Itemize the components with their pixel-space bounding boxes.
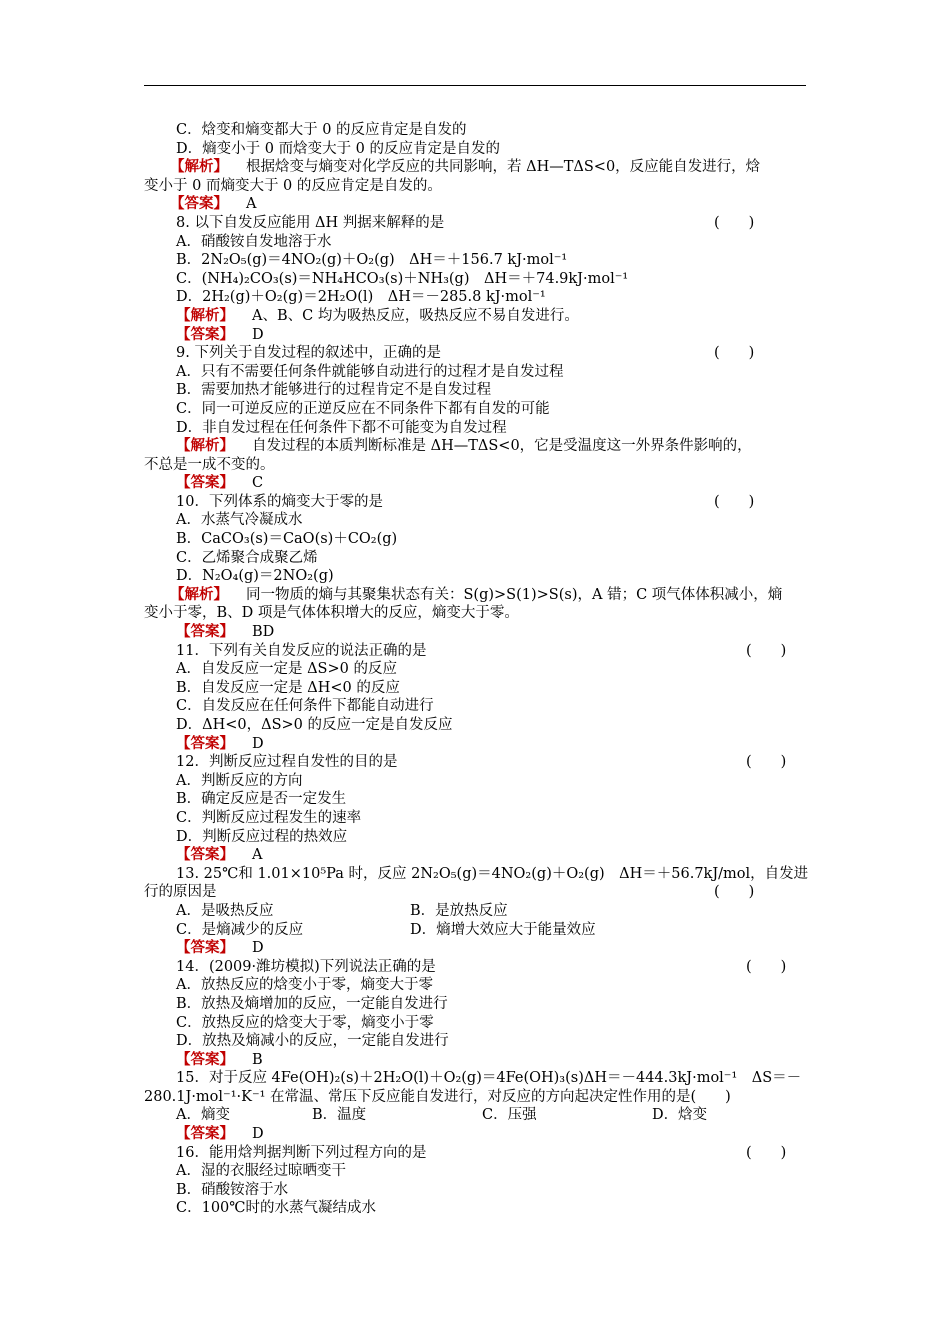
- option-line: A．自发反应一定是 ΔS>0 的反应: [176, 661, 397, 678]
- analysis-tag: 【解析】: [176, 437, 234, 455]
- analysis-text: 自发过程的本质判断标准是 ΔH—TΔS<0，它是受温度这一外界条件影响的，: [252, 438, 752, 455]
- option-line: B．确定反应是否一定发生: [176, 791, 347, 808]
- answer-tag: 【答案】: [170, 195, 228, 213]
- question-stem: 280.1J·mol⁻¹·K⁻¹ 在常温、常压下反应能自发进行，对反应的方向起决定性作用的是( ): [144, 1088, 731, 1105]
- question-line: [144, 493, 808, 512]
- analysis-text: 根据焓变与熵变对化学反应的共同影响，若 ΔH—TΔS<0，反应能自发进行，焓: [246, 159, 761, 176]
- text-line: [144, 530, 808, 549]
- option-line: A．放热反应的焓变小于零，熵变大于零: [176, 977, 433, 994]
- option-line: A．湿的衣服经过晾晒变干: [176, 1163, 346, 1180]
- option-line: C．(NH₄)₂CO₃(s)＝NH₄HCO₃(s)＋NH₃(g) ΔH＝＋74.9kJ·mol⁻¹: [176, 270, 629, 287]
- question-line: [144, 344, 808, 363]
- text-line: [144, 251, 808, 270]
- text-line: [144, 679, 808, 698]
- analysis-tag: 【解析】: [170, 585, 228, 603]
- question-stem: 14．(2009·潍坊模拟)下列说法正确的是: [176, 958, 436, 975]
- option-line: D．ΔH<0，ΔS>0 的反应一定是自发反应: [176, 717, 453, 733]
- text-line: [144, 456, 808, 475]
- text-line: [144, 511, 808, 530]
- analysis-line: [144, 437, 808, 456]
- option-line: B．硝酸铵溶于水: [176, 1181, 289, 1198]
- analysis-tag: 【解析】: [176, 306, 234, 324]
- answer-paren: ( ): [714, 884, 755, 901]
- option-line: B．CaCO₃(s)＝CaO(s)＋CO₂(g): [176, 531, 398, 548]
- text-line: [144, 121, 808, 140]
- answer-tag: 【答案】: [176, 734, 234, 752]
- text-line: [144, 419, 808, 438]
- text-line: [144, 288, 808, 307]
- question-line: [144, 1144, 808, 1163]
- question-line: [144, 214, 808, 233]
- answer-value: BD: [252, 624, 275, 641]
- answer-line: [144, 623, 808, 642]
- answer-paren: ( ): [714, 493, 755, 510]
- option-line: A．是吸热反应: [176, 902, 274, 919]
- analysis-tag: 【解析】: [170, 158, 228, 176]
- option-line: C．是熵减少的反应: [176, 921, 304, 938]
- answer-tag: 【答案】: [176, 325, 234, 343]
- analysis-line: [144, 158, 808, 177]
- question-line: [144, 642, 808, 661]
- option-line: D．2H₂(g)＋O₂(g)＝2H₂O(l) ΔH＝－285.8 kJ·mol⁻¹: [176, 289, 546, 306]
- answer-value: C: [252, 475, 264, 492]
- option-line: B．需要加热才能够进行的过程肯定不是自发过程: [176, 382, 492, 399]
- answer-paren: ( ): [714, 345, 755, 362]
- text-line: [144, 567, 808, 586]
- question-line: [144, 753, 808, 772]
- text-line: [144, 1014, 808, 1033]
- text-line: [144, 140, 808, 159]
- answer-tag: 【答案】: [176, 1050, 234, 1068]
- answer-tag: 【答案】: [176, 846, 234, 864]
- analysis-text: 不总是一成不变的。: [144, 456, 275, 473]
- option-line: B．自发反应一定是 ΔH<0 的反应: [176, 679, 400, 696]
- answer-value: D: [252, 1126, 264, 1143]
- answer-line: [144, 1125, 808, 1144]
- text-line: [144, 995, 808, 1014]
- answer-tag: 【答案】: [176, 939, 234, 957]
- text-line: [144, 660, 808, 679]
- question-stem: 15．对于反应 4Fe(OH)₂(s)＋2H₂O(l)＋O₂(g)＝4Fe(OH)₃(s)ΔH＝－444.3kJ·mol⁻¹ ΔS＝－: [176, 1070, 802, 1087]
- text-line: [144, 381, 808, 400]
- option-line: B．2N₂O₅(g)＝4NO₂(g)＋O₂(g) ΔH＝＋156.7 kJ·mol⁻¹: [176, 252, 568, 269]
- text-line: [144, 1162, 808, 1181]
- answer-value: D: [252, 735, 264, 752]
- question-stem: 16．能用焓判据判断下列过程方向的是: [176, 1144, 427, 1161]
- option-line: A．熵变: [176, 1107, 230, 1124]
- answer-paren: ( ): [746, 958, 787, 975]
- option-line: C．同一可逆反应的正逆反应在不同条件下都有自发的可能: [176, 400, 550, 417]
- answer-value: D: [252, 940, 264, 957]
- analysis-line: [144, 586, 808, 605]
- question-line: [144, 865, 808, 884]
- text-line: [144, 809, 808, 828]
- text-line: [144, 883, 808, 902]
- option-line: D．判断反应过程的热效应: [176, 828, 348, 845]
- analysis-text: 同一物质的熵与其聚集状态有关：S(g)>S(1)>S(s)，A 错；C 项气体体积减小，熵: [246, 586, 783, 603]
- document-body: [144, 121, 808, 1218]
- text-line: [144, 363, 808, 382]
- answer-value: A: [252, 847, 263, 864]
- answer-line: [144, 846, 808, 865]
- option-line: A．水蒸气冷凝成水: [176, 512, 303, 529]
- option-line: C．乙烯聚合成聚乙烯: [176, 549, 318, 566]
- answer-value: B: [252, 1051, 263, 1068]
- analysis-text: 变小于 0 而熵变大于 0 的反应肯定是自发的。: [144, 177, 442, 194]
- text-line: [144, 1199, 808, 1218]
- answer-value: A: [246, 196, 257, 213]
- question-line: [144, 1069, 808, 1088]
- answer-tag: 【答案】: [176, 1125, 234, 1143]
- option-line: C．自发反应在任何条件下都能自动进行: [176, 698, 434, 715]
- text-line: [144, 1181, 808, 1200]
- option-line: C．判断反应过程发生的速率: [176, 809, 362, 826]
- answer-paren: ( ): [746, 642, 787, 659]
- answer-paren: ( ): [714, 214, 755, 231]
- question-stem: 8. 以下自发反应能用 ΔH 判据来解释的是: [176, 214, 445, 231]
- text-line: [144, 828, 808, 847]
- answer-paren: ( ): [746, 1144, 787, 1161]
- option-line: B．放热及熵增加的反应，一定能自发进行: [176, 995, 448, 1012]
- answer-line: [144, 939, 808, 958]
- text-line: [144, 233, 808, 252]
- question-stem: 12．判断反应过程自发性的目的是: [176, 754, 398, 771]
- answer-line: [144, 474, 808, 493]
- option-d-q7: D．熵变小于 0 而焓变大于 0 的反应肯定是自发的: [176, 140, 501, 157]
- answer-line: [144, 326, 808, 345]
- question-stem: 13. 25℃和 1.01×10⁵Pa 时，反应 2N₂O₅(g)＝4NO₂(g)＋O₂(g) ΔH＝＋56.7kJ/mol，自发进: [176, 865, 809, 882]
- text-line: [144, 902, 808, 921]
- question-stem: 11．下列有关自发反应的说法正确的是: [176, 642, 427, 659]
- option-line: D．非自发过程在任何条件下都不可能变为自发过程: [176, 419, 507, 436]
- option-line: C．100℃时的水蒸气凝结成水: [176, 1200, 376, 1217]
- text-line: [144, 177, 808, 196]
- question-stem: 10．下列体系的熵变大于零的是: [176, 493, 383, 510]
- answer-paren: ( ): [746, 754, 787, 771]
- answer-line: [144, 195, 808, 214]
- answer-line: [144, 1051, 808, 1070]
- option-line: D．N₂O₄(g)＝2NO₂(g): [176, 568, 334, 585]
- option-line: B．温度: [312, 1107, 367, 1124]
- option-line: B．是放热反应: [410, 902, 508, 919]
- option-line: C．放热反应的焓变大于零，熵变小于零: [176, 1014, 434, 1031]
- text-line: [144, 716, 808, 735]
- text-line: [144, 790, 808, 809]
- analysis-line: [144, 307, 808, 326]
- text-line: [144, 549, 808, 568]
- question-line: [144, 958, 808, 977]
- text-line: [144, 604, 808, 623]
- answer-tag: 【答案】: [176, 623, 234, 641]
- answer-tag: 【答案】: [176, 474, 234, 492]
- analysis-text: 变小于零，B、D 项是气体体积增大的反应，熵变大于零。: [144, 605, 519, 622]
- text-line: [144, 270, 808, 289]
- text-line: [144, 772, 808, 791]
- text-line: [144, 976, 808, 995]
- option-line: C．压强: [482, 1107, 537, 1124]
- option-line: D．焓变: [652, 1107, 708, 1124]
- text-line: [144, 697, 808, 716]
- header-rule: [144, 85, 806, 86]
- question-stem: 9. 下列关于自发过程的叙述中，正确的是: [176, 345, 441, 362]
- option-line: D．放热及熵减小的反应，一定能自发进行: [176, 1033, 449, 1050]
- text-line: [144, 1032, 808, 1051]
- option-line: A．硝酸铵自发地溶于水: [176, 233, 332, 250]
- text-line: [144, 1106, 808, 1125]
- option-line: A．判断反应的方向: [176, 772, 303, 789]
- option-line: A．只有不需要任何条件就能够自动进行的过程才是自发过程: [176, 363, 564, 380]
- answer-value: D: [252, 326, 264, 343]
- text-line: [144, 1088, 808, 1107]
- text-line: [144, 400, 808, 419]
- answer-line: [144, 735, 808, 754]
- question-stem: 行的原因是: [144, 884, 217, 901]
- option-c-q7: C．焓变和熵变都大于 0 的反应肯定是自发的: [176, 122, 467, 138]
- text-line: [144, 921, 808, 940]
- option-line: D．熵增大效应大于能量效应: [410, 921, 596, 938]
- analysis-text: A、B、C 均为吸热反应，吸热反应不易自发进行。: [252, 307, 579, 324]
